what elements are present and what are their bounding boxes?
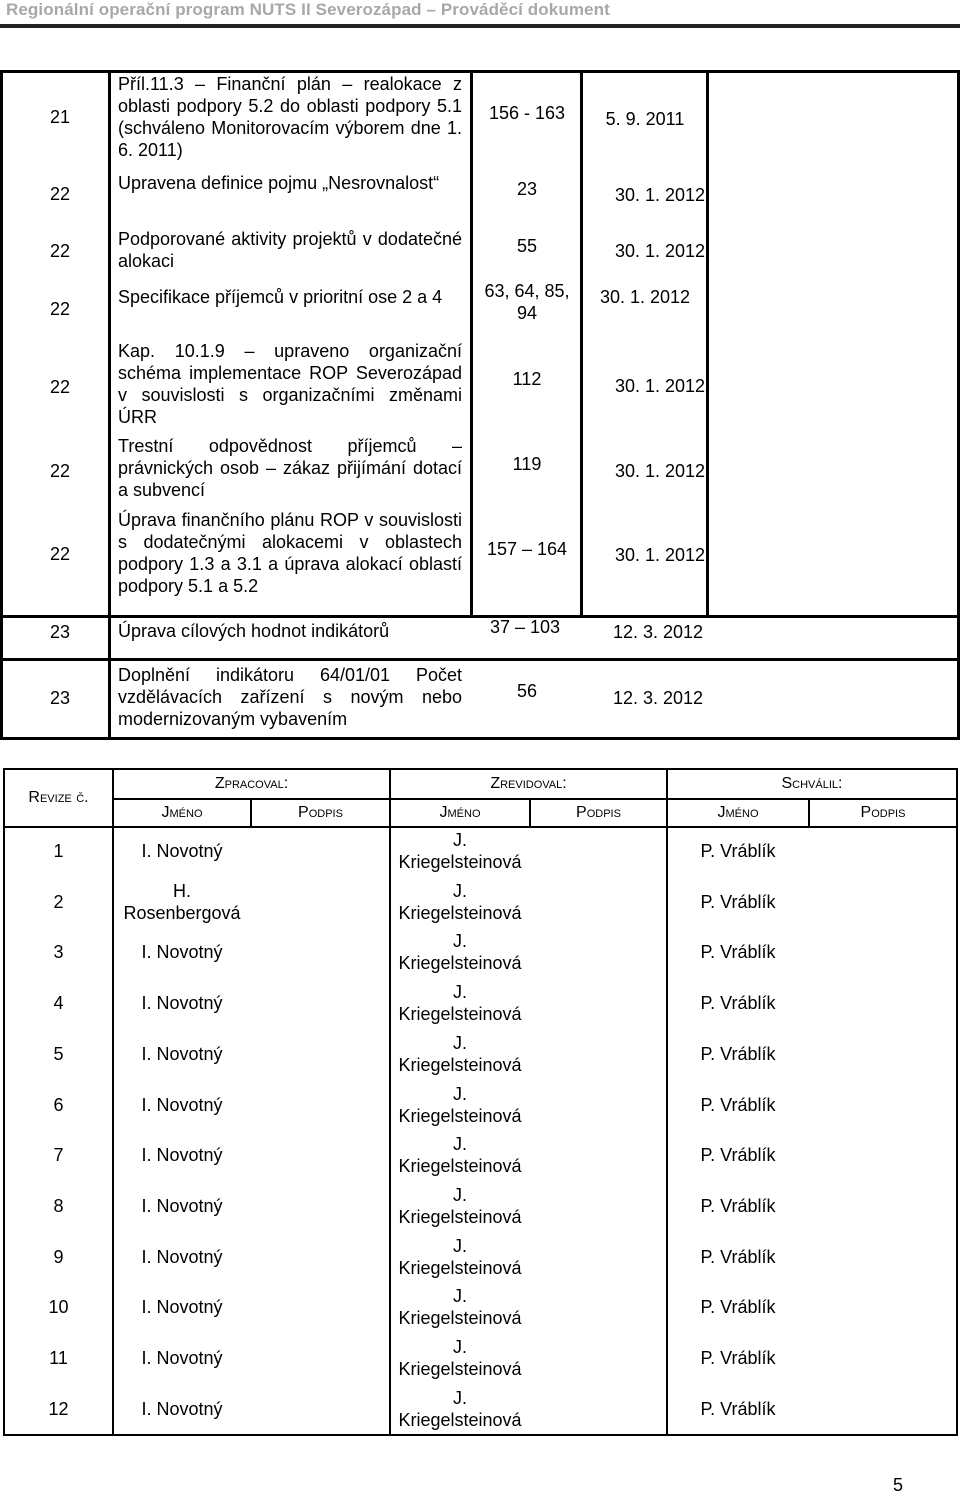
revision-number: 23: [49, 622, 71, 642]
schvalil-name: P. Vráblík: [700, 1094, 776, 1115]
change-date: 30. 1. 2012: [599, 287, 691, 307]
revision-number: 22: [49, 544, 71, 564]
row-divider: [3, 826, 958, 828]
zrevidoval-name: J. Kriegelsteinová: [398, 1184, 522, 1227]
revision-no: 3: [53, 942, 64, 963]
podpis-header: Podpis: [576, 804, 621, 821]
zpracoval-header: Zpracoval:: [214, 775, 289, 792]
zpracoval-name: I. Novotný: [141, 1398, 223, 1419]
schvalil-name: P. Vráblík: [700, 942, 776, 963]
schvalil-name: P. Vráblík: [700, 1145, 776, 1166]
change-date: 30. 1. 2012: [614, 376, 706, 396]
change-date: 30. 1. 2012: [614, 241, 706, 261]
zpracoval-name: I. Novotný: [141, 1246, 223, 1267]
schvalil-name: P. Vráblík: [700, 1398, 776, 1419]
zrevidoval-name: J. Kriegelsteinová: [398, 1387, 522, 1430]
revision-number: 21: [49, 107, 71, 127]
zpracoval-name: I. Novotný: [141, 1195, 223, 1216]
revision-number: 22: [49, 299, 71, 319]
zpracoval-name: I. Novotný: [141, 1043, 223, 1064]
revision-no: 9: [53, 1246, 64, 1267]
table-border-bottom: [0, 737, 960, 740]
jmeno-header: Jméno: [161, 804, 203, 821]
schvalil-name: P. Vráblík: [700, 841, 776, 861]
revision-approval-table: [0, 768, 960, 1438]
zrevidoval-name: J. Kriegelsteinová: [398, 1337, 522, 1379]
schvalil-name: P. Vráblík: [700, 1246, 776, 1267]
change-date: 30. 1. 2012: [614, 461, 706, 481]
zpracoval-name: I. Novotný: [141, 942, 223, 963]
revision-number: 22: [49, 184, 71, 204]
podpis-header: Podpis: [860, 804, 906, 821]
zpracoval-name: I. Novotný: [141, 1348, 223, 1368]
zrevidoval-name: J. Kriegelsteinová: [398, 830, 522, 872]
change-description: Podporované aktivity projektů v dodatečné alokaci: [118, 229, 462, 271]
change-pages: 23: [516, 179, 538, 199]
schvalil-name: P. Vráblík: [700, 1195, 776, 1216]
change-pages: 56: [516, 681, 538, 701]
column-divider: [580, 70, 583, 615]
table-border-right: [956, 768, 958, 1436]
schvalil-name: P. Vráblík: [700, 993, 776, 1014]
zrevidoval-name: J. Kriegelsteinová: [398, 1235, 522, 1278]
schvalil-header: Schválil:: [781, 775, 843, 792]
revision-no: 8: [53, 1195, 64, 1216]
revision-no: 12: [48, 1398, 69, 1419]
revision-no: 7: [53, 1145, 64, 1166]
change-description: Specifikace příjemců v prioritní ose 2 a 4: [118, 287, 443, 307]
row-divider: [0, 658, 960, 661]
zrevidoval-name: J. Kriegelsteinová: [398, 931, 522, 974]
page-number: 5: [893, 1475, 904, 1495]
change-date: 30. 1. 2012: [614, 545, 706, 565]
document-header: [0, 0, 960, 24]
column-divider: [706, 70, 709, 615]
change-pages: 119: [512, 454, 542, 474]
change-description: Příl.11.3 – Finanční plán – realokace z oblasti podpory 5.2 do oblasti podpory 5.1 (schváleno Monitorovacím výborem dne 1. 6. 2011): [118, 74, 462, 160]
zpracoval-name: H. Rosenbergová: [123, 880, 241, 923]
change-pages: 156 - 163: [488, 103, 566, 123]
jmeno-header: Jméno: [439, 804, 481, 821]
change-description: Úprava finančního plánu ROP v souvislosti s dodatečnými alokacemi v oblastech podpory 1.3 a 3.1 a úprava alokací oblastí podpory 5.1 a 5.2: [118, 510, 462, 596]
revision-no: 6: [53, 1094, 64, 1115]
revision-number: 22: [49, 377, 71, 397]
change-date: 12. 3. 2012: [612, 622, 704, 642]
revision-number: 22: [49, 241, 71, 261]
change-pages: 37 – 103: [489, 617, 561, 637]
schvalil-name: P. Vráblík: [700, 1043, 776, 1064]
revision-number: 22: [49, 461, 71, 481]
change-date: 12. 3. 2012: [612, 688, 704, 708]
zpracoval-name: I. Novotný: [141, 993, 223, 1014]
zpracoval-name: I. Novotný: [141, 1145, 223, 1166]
change-history-table: [0, 70, 960, 740]
zrevidoval-name: J. Kriegelsteinová: [398, 1083, 522, 1126]
zpracoval-name: I. Novotný: [141, 841, 223, 861]
zrevidoval-header: Zrevidoval:: [490, 775, 567, 792]
revision-no: 5: [53, 1043, 64, 1064]
podpis-header: Podpis: [298, 804, 343, 821]
zrevidoval-name: J. Kriegelsteinová: [398, 1286, 522, 1329]
change-pages: 112: [512, 369, 542, 389]
zrevidoval-name: J. Kriegelsteinová: [398, 1032, 522, 1075]
zpracoval-name: I. Novotný: [141, 1094, 223, 1115]
jmeno-header: Jméno: [717, 804, 759, 821]
zrevidoval-name: J. Kriegelsteinová: [398, 880, 522, 923]
revision-number: 23: [49, 688, 71, 708]
revision-no: 10: [48, 1297, 69, 1318]
revision-no: 1: [53, 841, 64, 861]
change-description: Úprava cílových hodnot indikátorů: [118, 621, 390, 641]
revision-no: 2: [53, 891, 64, 912]
header-rule: [0, 24, 960, 28]
zrevidoval-name: J. Kriegelsteinová: [398, 1134, 522, 1177]
column-divider: [470, 70, 473, 615]
change-pages: 55: [516, 236, 538, 256]
column-divider: [108, 70, 111, 740]
zpracoval-name: I. Novotný: [141, 1297, 223, 1318]
table-border-top: [3, 768, 958, 770]
change-description: Kap. 10.1.9 – upraveno organizační schéma implementace ROP Severozápad v souvislosti s organizačními změnami ÚRR: [118, 341, 462, 427]
change-pages: 63, 64, 85, 94: [484, 281, 570, 323]
schvalil-name: P. Vráblík: [700, 891, 776, 912]
change-date: 5. 9. 2011: [605, 109, 685, 129]
change-pages: 157 – 164: [486, 539, 568, 559]
change-date: 30. 1. 2012: [614, 185, 706, 205]
document-title: Regionální operační program NUTS II Severozápad – Prováděcí dokument: [6, 0, 610, 19]
table-border-left: [0, 70, 3, 740]
zrevidoval-name: J. Kriegelsteinová: [398, 982, 522, 1025]
revize-header: Revize č.: [28, 789, 89, 806]
change-description: Upravena definice pojmu „Nesrovnalost“: [118, 173, 440, 193]
row-divider: [112, 798, 958, 800]
table-border-bottom: [3, 1434, 958, 1436]
change-description: Trestní odpovědnost příjemců – právnických osob – zákaz přijímání dotací a subvencí: [118, 436, 462, 500]
schvalil-name: P. Vráblík: [700, 1297, 776, 1318]
revision-no: 11: [49, 1348, 68, 1368]
change-description: Doplnění indikátoru 64/01/01 Počet vzdělávacích zařízení s novým nebo modernizovaným vybavením: [118, 665, 462, 729]
schvalil-name: P. Vráblík: [700, 1348, 776, 1368]
revision-no: 4: [53, 993, 64, 1014]
